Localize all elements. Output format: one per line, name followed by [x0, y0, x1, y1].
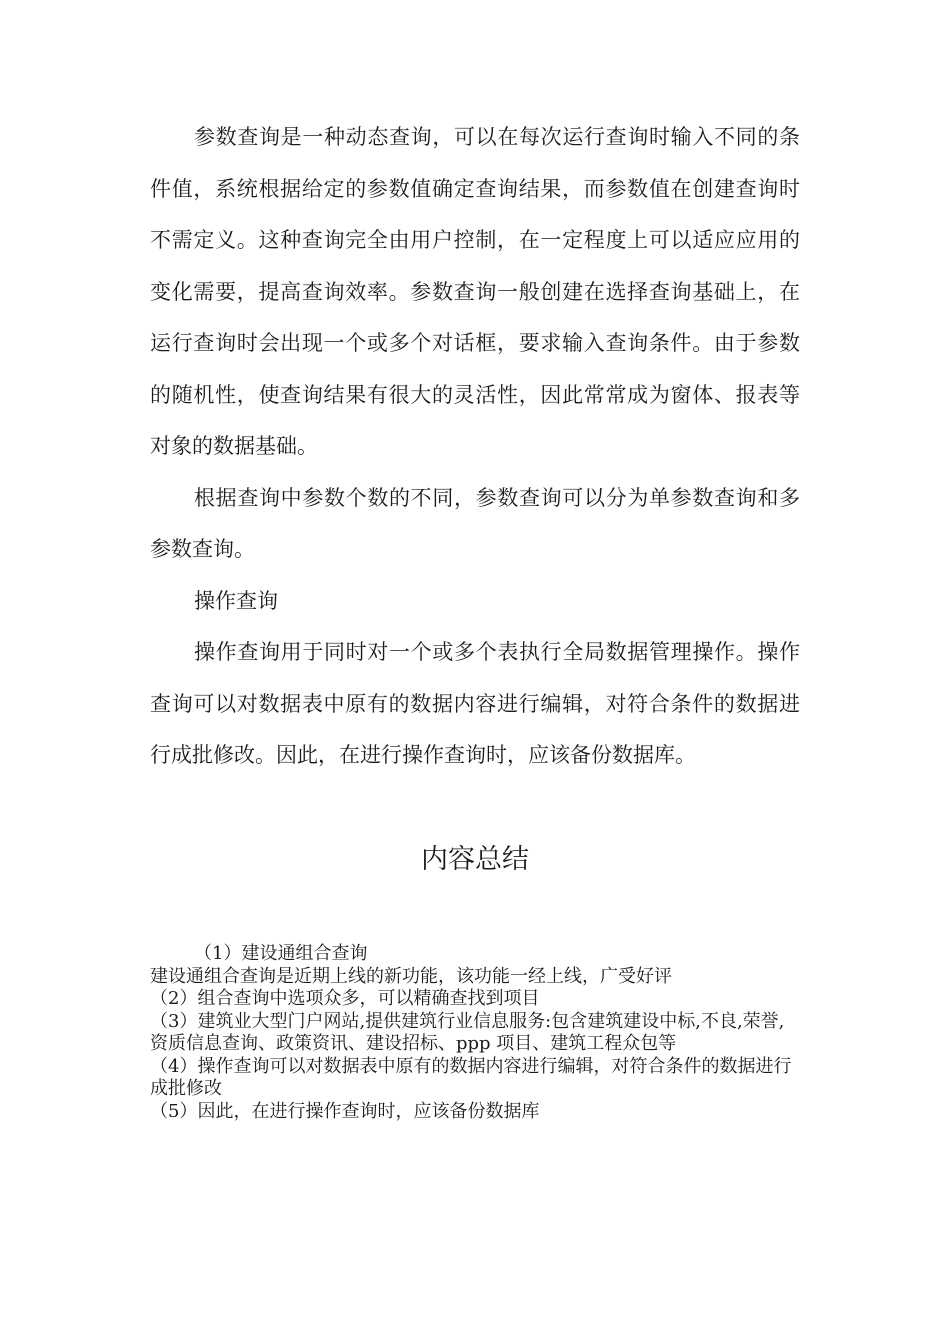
paragraph-parameter-count: 根据查询中参数个数的不同，参数查询可以分为单参数查询和多参数查询。 [150, 485, 800, 561]
summary-item: （3）建筑业大型门户网站,提供建筑行业信息服务:包含建筑建设中标,不良,荣誉,资质信息查询、政策资讯、建设招标、ppp 项目、建筑工程众包等 [150, 1010, 785, 1054]
paragraph-parameter-query: 参数查询是一种动态查询，可以在每次运行查询时输入不同的条件值，系统根据给定的参数值确定查询结果，而参数值在创建查询时不需定义。这种查询完全由用户控制，在一定程度上可以适应应用的变化需要，提高查询效率。参数查询一般创建在选择查询基础上，在运行查询时会出现一个或多个对话框，要求输入查询条件。由于参数的随机性，使查询结果有很大的灵活性，因此常常成为窗体、报表等对象的数据基础。 [150, 125, 800, 458]
summary-item: （2）组合查询中选项众多，可以精确查找到项目 [150, 988, 540, 1009]
summary-item: （4）操作查询可以对数据表中原有的数据内容进行编辑，对符合条件的数据进行成批修改 [150, 1055, 792, 1099]
body-text [150, 112, 800, 782]
summary-list [150, 943, 800, 1123]
summary-item: （1）建设通组合查询 [194, 943, 368, 964]
heading-operation-query: 操作查询 [194, 588, 278, 613]
paragraph-operation-query: 操作查询用于同时对一个或多个表执行全局数据管理操作。操作查询可以对数据表中原有的数据内容进行编辑，对符合条件的数据进行成批修改。因此，在进行操作查询时，应该备份数据库。 [150, 640, 800, 767]
summary-item: （5）因此，在进行操作查询时，应该备份数据库 [150, 1100, 540, 1122]
summary-title: 内容总结 [421, 844, 529, 875]
summary-item: 建设通组合查询是近期上线的新功能，该功能一经上线，广受好评 [150, 965, 672, 987]
